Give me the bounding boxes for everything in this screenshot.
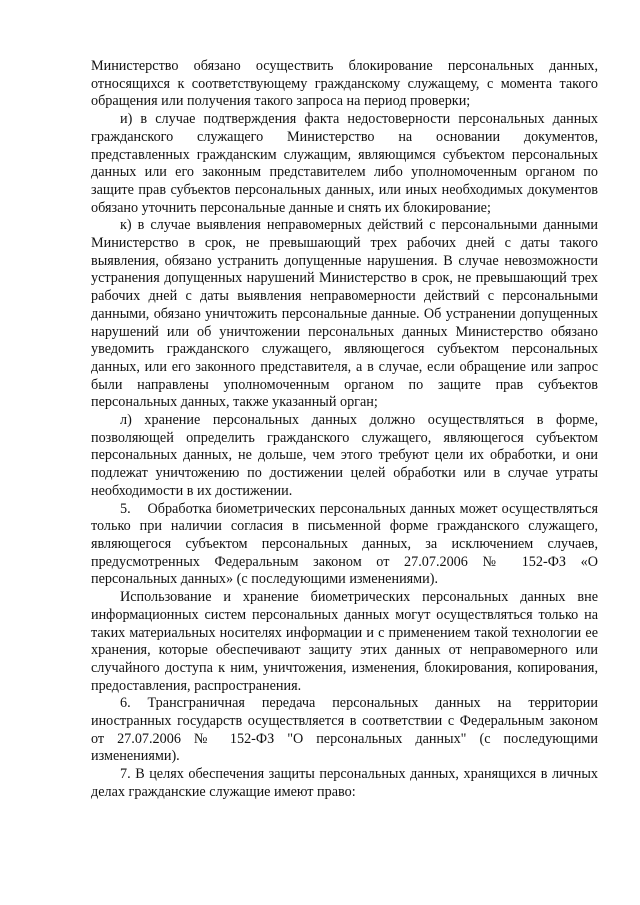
document-page <box>91 58 598 802</box>
paragraph-biometric-storage: Использование и хранение биометрических персональных данных вне информационных систем персональных данных могут осуществляться только на таких материальных носителях информации и с применением такой технологии ее хранения, которые обеспечивают защиту этих данных от неправомерного или случайного доступа к ним, уничтожения, изменения, блокирования, копирования, предоставления, распространения. <box>91 589 598 694</box>
paragraph-item-k: к) в случае выявления неправомерных действий с персональными данными Министерство в срок, не превышающий трех рабочих дней с даты такого выявления, обязано устранить допущенные нарушения. В случае невозможности устранения допущенных нарушений Министерство в срок, не превышающий трех рабочих дней с даты выявления неправомерности действий с персональными данными, обязано уничтожить персональные данные. Об устранении допущенных нарушений или об уничтожении персональных данных Министерство обязано уведомить гражданского служащего, являющегося субъектом персональных данных, или его законного представителя, а в случае, если обращение или запрос были направлены уполномоченным органом по защите прав субъектов персональных данных, также указанный орган; <box>91 217 598 411</box>
paragraph-item-6: 6. Трансграничная передача персональных данных на территории иностранных государств осуществляется в соответствии с Федеральным законом от 27.07.2006 № 152-ФЗ "О персональных данных" (с последующими изменениями). <box>91 695 598 765</box>
paragraph-item-l: л) хранение персональных данных должно осуществляться в форме, позволяющей определить гражданского служащего, являющегося субъектом персональных данных, не дольше, чем этого требуют цели их обработки, и они подлежат уничтожению по достижении целей обработки или в случае утраты необходимости в их достижении. <box>91 412 598 499</box>
paragraph-item-5: 5. Обработка биометрических персональных данных может осуществляться только при наличии согласия в письменной форме гражданского служащего, являющегося субъектом персональных данных, за исключением случаев, предусмотренных Федеральным законом от 27.07.2006 № 152-ФЗ «О персональных данных» (с последующими изменениями). <box>91 500 598 588</box>
paragraph-blocking-continuation: Министерство обязано осуществить блокирование персональных данных, относящихся к соответствующему гражданскому служащему, с момента такого обращения или получения такого запроса на период проверки; <box>91 58 598 110</box>
paragraph-item-7: 7. В целях обеспечения защиты персональных данных, хранящихся в личных делах гражданские служащие имеют право: <box>91 766 598 800</box>
paragraph-item-i: и) в случае подтверждения факта недостоверности персональных данных гражданского служащего Министерство на основании документов, представленных гражданским служащим, являющимся субъектом персональных данных или его законным представителем либо уполномоченным органом по защите прав субъектов персональных данных, или иных необходимых документов обязано уточнить персональные данные и снять их блокирование; <box>91 111 598 216</box>
